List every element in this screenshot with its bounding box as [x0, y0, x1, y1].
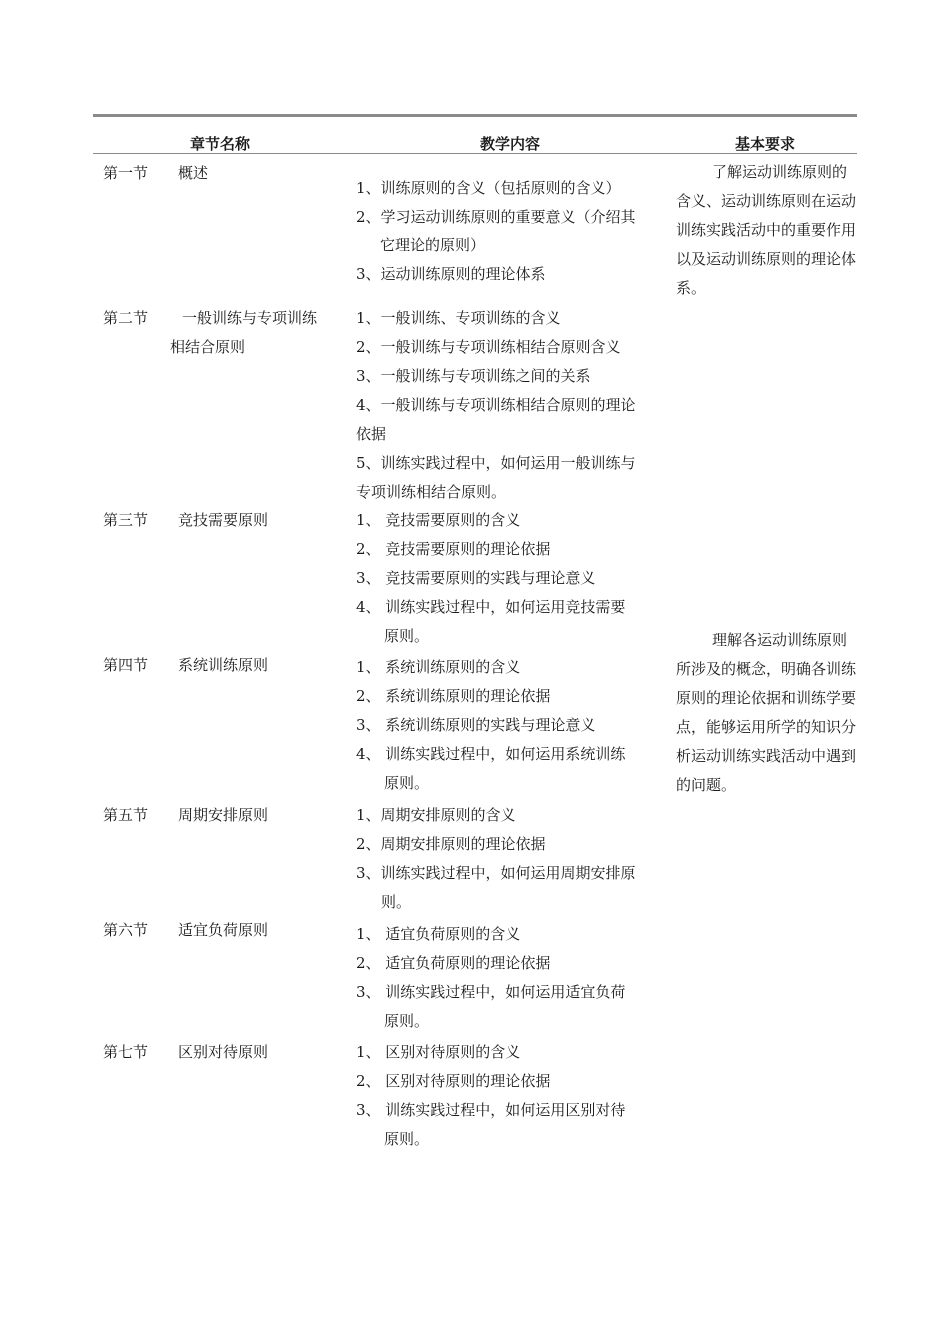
list-item: 1、 竞技需要原则的含义 — [356, 511, 521, 529]
section-number: 第七节 — [103, 1043, 149, 1061]
list-item: 3、 竞技需要原则的实践与理论意义 — [356, 569, 596, 587]
list-item: 它理论的原则） — [380, 236, 486, 254]
section-number: 第四节 — [103, 656, 149, 674]
list-item: 4、 训练实践过程中，如何运用竞技需要 — [356, 598, 626, 616]
list-item: 3、 训练实践过程中，如何运用区别对待 — [356, 1101, 626, 1119]
list-item: 1、 适宜负荷原则的含义 — [356, 925, 521, 943]
list-item: 3、运动训练原则的理论体系 — [356, 265, 546, 283]
section-title: 一般训练与专项训练 — [182, 309, 318, 327]
requirement-text-2: 理解各运动训练原则所涉及的概念，明确各训练原则的理论依据和训练学要点，能够运用所学的知识分析运动训练实践活动中遇到的问题。 — [676, 631, 857, 794]
list-item: 3、一般训练与专项训练之间的关系 — [356, 367, 591, 385]
header-chapter-name: 章节名称 — [189, 135, 250, 153]
section-number: 第二节 — [103, 309, 149, 327]
list-item: 2、一般训练与专项训练相结合原则含义 — [356, 338, 621, 356]
list-item: 2、 系统训练原则的理论依据 — [356, 687, 551, 705]
list-item: 1、训练原则的含义（包括原则的含义） — [356, 179, 621, 197]
header-teaching-content: 教学内容 — [479, 135, 540, 153]
list-item: 依据 — [356, 425, 387, 443]
header-divider — [93, 153, 857, 154]
list-item: 3、训练实践过程中，如何运用周期安排原 — [356, 864, 636, 882]
list-item: 5、训练实践过程中，如何运用一般训练与 — [356, 454, 636, 472]
section-title: 适宜负荷原则 — [178, 921, 269, 939]
list-item: 原则。 — [384, 1130, 430, 1148]
section-number: 第六节 — [103, 921, 149, 939]
section-number: 第五节 — [103, 806, 149, 824]
list-item: 则。 — [381, 893, 412, 911]
header-basic-requirement: 基本要求 — [734, 135, 795, 153]
section-title: 区别对待原则 — [178, 1043, 269, 1061]
section-title: 周期安排原则 — [178, 806, 269, 824]
section-title: 竞技需要原则 — [178, 511, 269, 529]
section-title: 系统训练原则 — [178, 656, 269, 674]
list-item: 1、 区别对待原则的含义 — [356, 1043, 521, 1061]
list-item: 原则。 — [384, 1012, 430, 1030]
section-title: 相结合原则 — [170, 338, 246, 356]
requirement-text-1: 了解运动训练原则的含义、运动训练原则在运动训练实践活动中的重要作用以及运动训练原则的理论体系。 — [676, 163, 857, 297]
table-top-rule — [93, 114, 857, 117]
section-number: 第一节 — [103, 164, 149, 182]
list-item: 专项训练相结合原则。 — [356, 483, 507, 501]
section-number: 第三节 — [103, 511, 149, 529]
section-title: 概述 — [178, 164, 209, 182]
list-item: 3、 训练实践过程中，如何运用适宜负荷 — [356, 983, 626, 1001]
list-item: 2、 区别对待原则的理论依据 — [356, 1072, 551, 1090]
list-item: 2、 适宜负荷原则的理论依据 — [356, 954, 551, 972]
list-item: 3、 系统训练原则的实践与理论意义 — [356, 716, 596, 734]
list-item: 原则。 — [384, 774, 430, 792]
list-item: 4、一般训练与专项训练相结合原则的理论 — [356, 396, 636, 414]
list-item: 1、周期安排原则的含义 — [356, 806, 516, 824]
list-item: 1、一般训练、专项训练的含义 — [356, 309, 561, 327]
list-item: 原则。 — [384, 627, 430, 645]
list-item: 2、周期安排原则的理论依据 — [356, 835, 546, 853]
list-item: 4、 训练实践过程中，如何运用系统训练 — [356, 745, 626, 763]
list-item: 2、 竞技需要原则的理论依据 — [356, 540, 551, 558]
list-item: 2、学习运动训练原则的重要意义（介绍其 — [356, 208, 636, 226]
list-item: 1、 系统训练原则的含义 — [356, 658, 521, 676]
